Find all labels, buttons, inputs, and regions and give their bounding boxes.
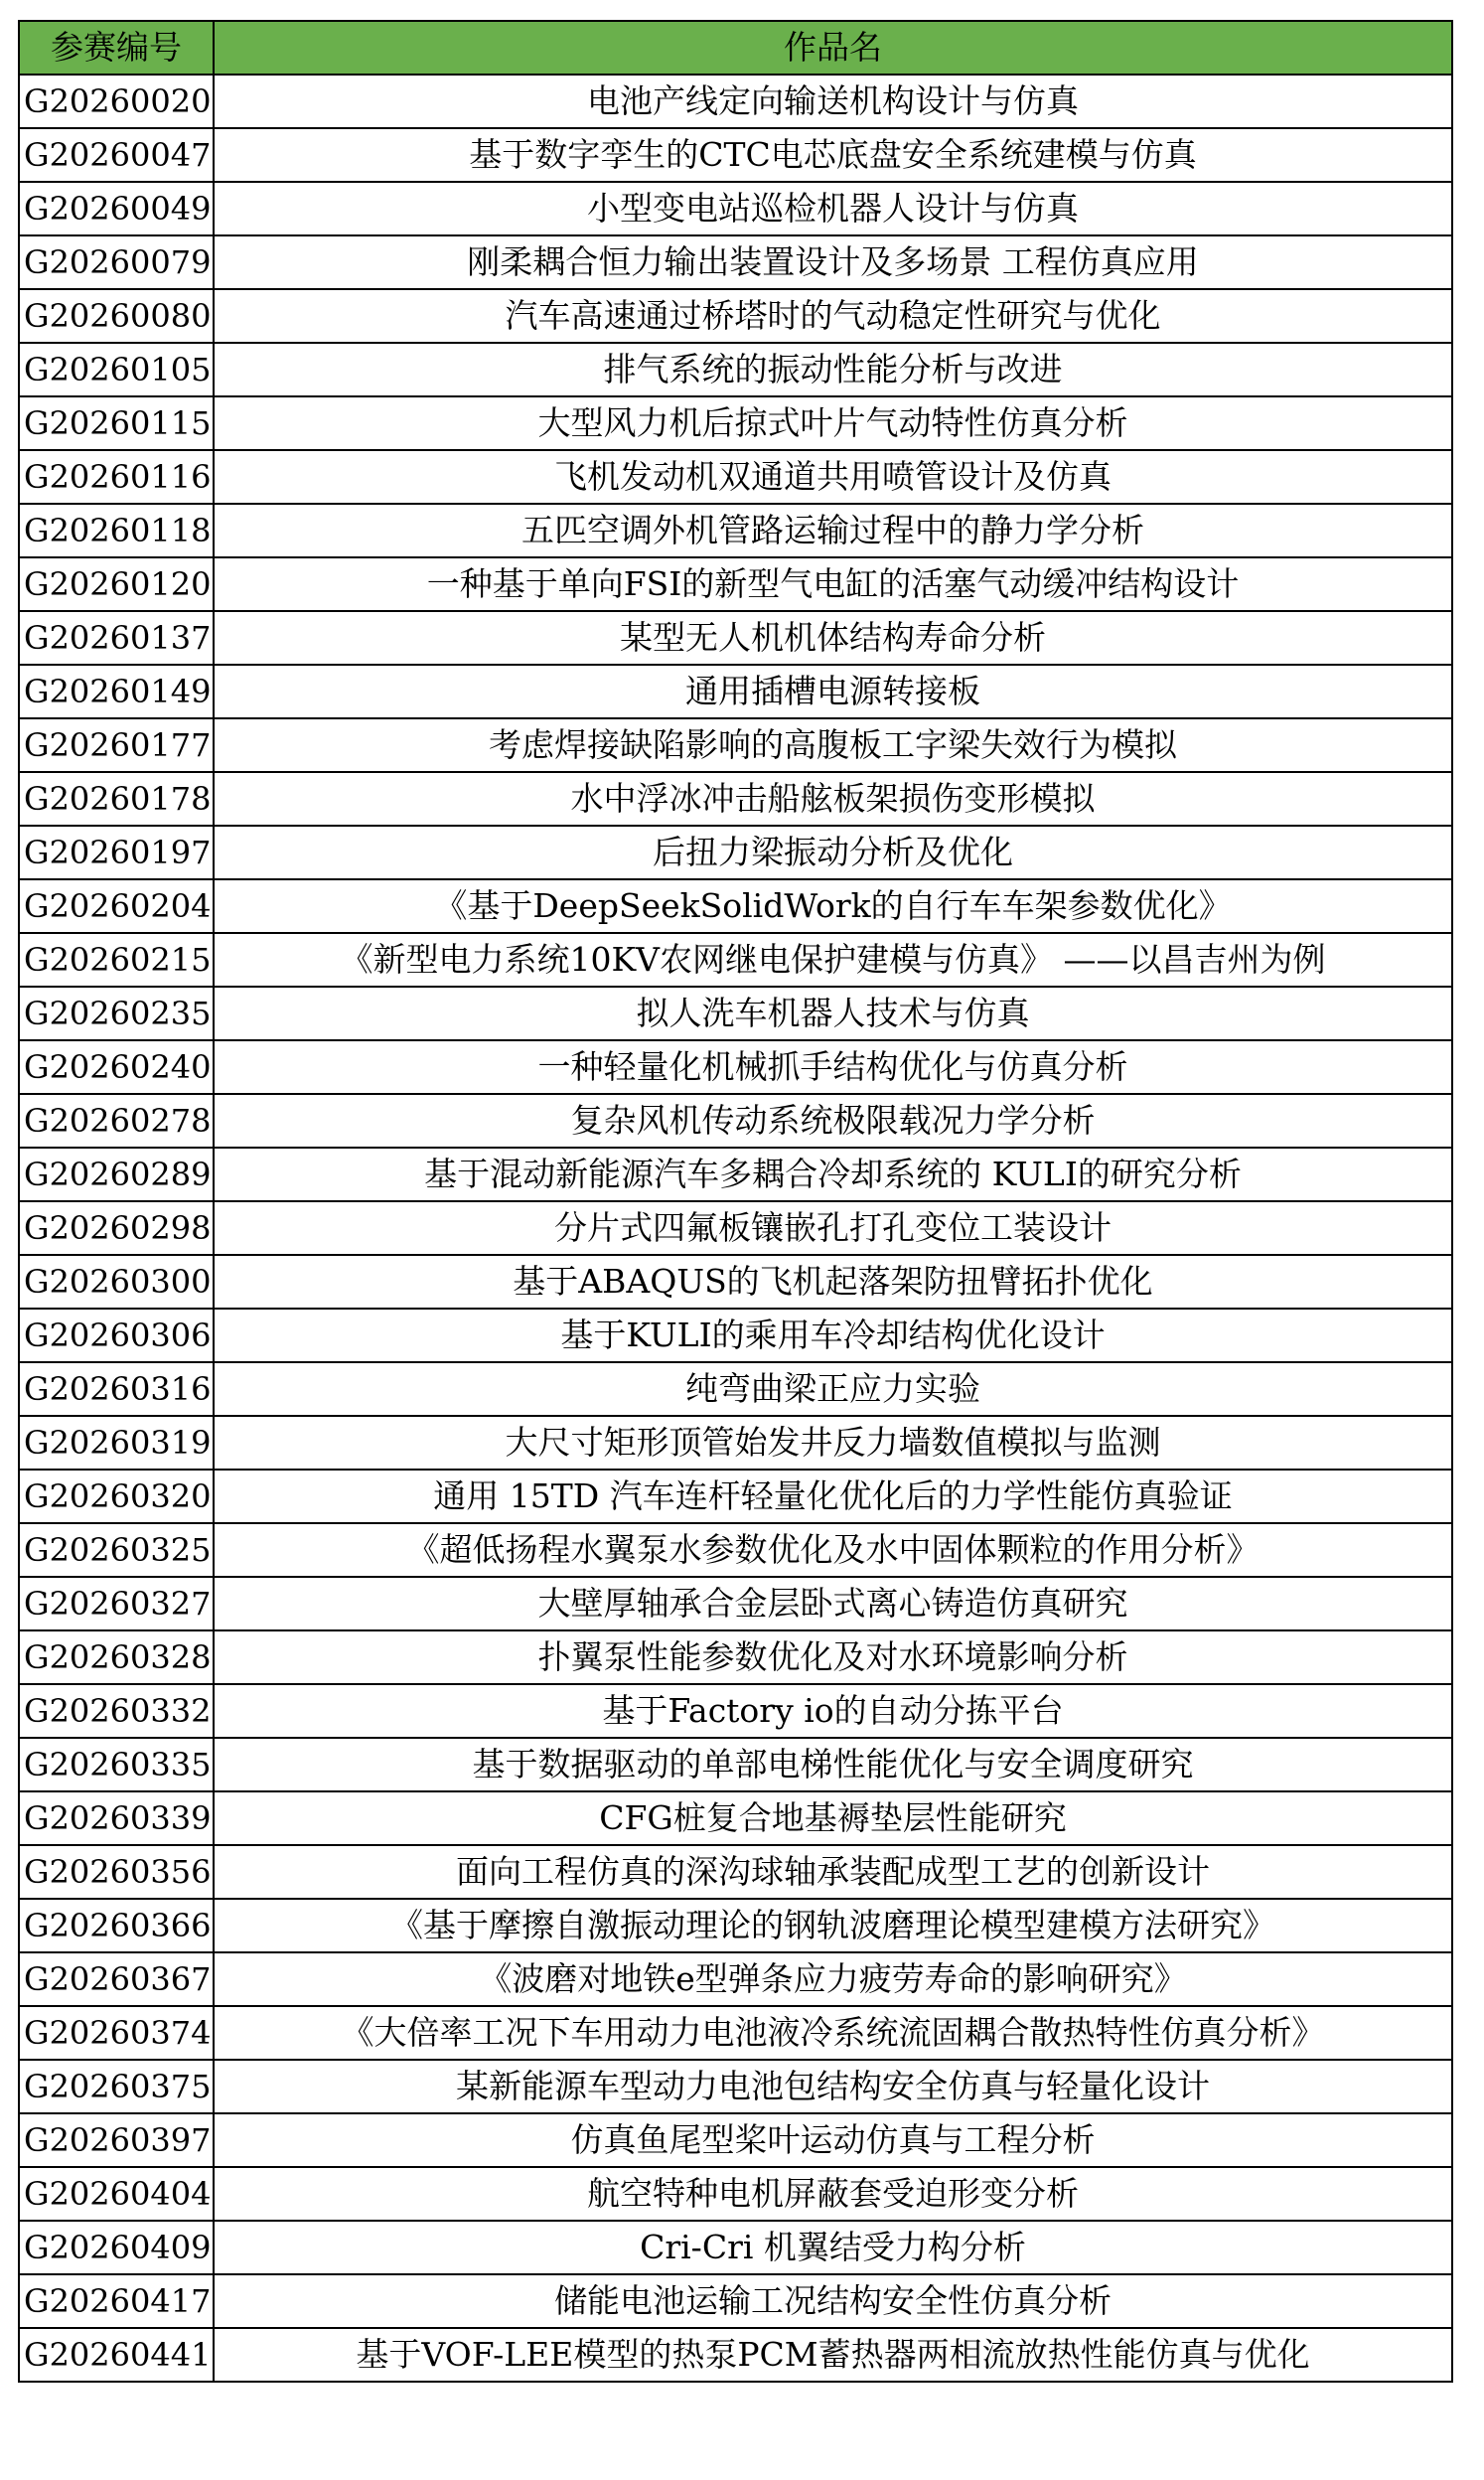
table-row [19,1738,1452,1791]
entry-id-cell: G20260116 [19,450,214,504]
table-row [19,2221,1452,2274]
entry-id-cell: G20260047 [19,128,214,182]
entry-id-cell: G20260177 [19,718,214,772]
table-row [19,1684,1452,1738]
table-row [19,1899,1452,1952]
entry-id-cell: G20260332 [19,1684,214,1738]
entry-id-cell: G20260375 [19,2060,214,2113]
entry-id-cell: G20260080 [19,289,214,343]
entry-id-cell: G20260404 [19,2167,214,2221]
entry-id-cell: G20260441 [19,2328,214,2382]
table-row [19,1845,1452,1899]
entry-id-cell: G20260137 [19,611,214,665]
entry-id-cell: G20260335 [19,1738,214,1791]
table-row [19,1148,1452,1201]
table-row [19,718,1452,772]
table-row [19,2006,1452,2060]
entry-name-cell: 通用插槽电源转接板 [214,665,1452,718]
entry-name-cell: 五匹空调外机管路运输过程中的静力学分析 [214,504,1452,557]
entry-id-cell: G20260325 [19,1523,214,1577]
entry-name-cell: 拟人洗车机器人技术与仿真 [214,987,1452,1040]
entry-name-cell: 《新型电力系统10KV农网继电保护建模与仿真》 ——以昌吉州为例 [214,933,1452,987]
entry-id-cell: G20260300 [19,1255,214,1309]
entry-id-cell: G20260316 [19,1362,214,1416]
entry-id-cell: G20260367 [19,1952,214,2006]
entry-id-cell: G20260149 [19,665,214,718]
entry-name-cell: 基于数字孪生的CTC电芯底盘安全系统建模与仿真 [214,128,1452,182]
entry-id-cell: G20260118 [19,504,214,557]
entry-id-cell: G20260409 [19,2221,214,2274]
entry-id-cell: G20260120 [19,557,214,611]
table-row [19,1094,1452,1148]
table-row [19,1362,1452,1416]
entry-name-cell: 排气系统的振动性能分析与改进 [214,343,1452,396]
entry-name-cell: 基于VOF-LEE模型的热泵PCM蓄热器两相流放热性能仿真与优化 [214,2328,1452,2382]
entry-id-cell: G20260079 [19,235,214,289]
table-row [19,2328,1452,2382]
entry-name-cell: 大尺寸矩形顶管始发井反力墙数值模拟与监测 [214,1416,1452,1470]
entry-name-cell: 仿真鱼尾型桨叶运动仿真与工程分析 [214,2113,1452,2167]
entry-id-cell: G20260215 [19,933,214,987]
table-row [19,128,1452,182]
table-row [19,1630,1452,1684]
entry-name-cell: 一种轻量化机械抓手结构优化与仿真分析 [214,1040,1452,1094]
entry-id-cell: G20260235 [19,987,214,1040]
table-row [19,879,1452,933]
entry-name-cell: 大壁厚轴承合金层卧式离心铸造仿真研究 [214,1577,1452,1630]
entry-name-cell: 电池产线定向输送机构设计与仿真 [214,75,1452,128]
entry-id-cell: G20260240 [19,1040,214,1094]
entry-name-cell: 基于Factory io的自动分拣平台 [214,1684,1452,1738]
entry-name-cell: 考虑焊接缺陷影响的高腹板工字梁失效行为模拟 [214,718,1452,772]
header-entry-name: 作品名 [214,21,1452,75]
table-row [19,2113,1452,2167]
table-row [19,826,1452,879]
entry-id-cell: G20260105 [19,343,214,396]
entries-table [18,20,1453,2383]
entry-name-cell: 纯弯曲梁正应力实验 [214,1362,1452,1416]
entry-name-cell: 扑翼泵性能参数优化及对水环境影响分析 [214,1630,1452,1684]
entry-id-cell: G20260417 [19,2274,214,2328]
table-row [19,2060,1452,2113]
table-row [19,2274,1452,2328]
entry-name-cell: 某型无人机机体结构寿命分析 [214,611,1452,665]
entry-name-cell: 《波磨对地铁e型弹条应力疲劳寿命的影响研究》 [214,1952,1452,2006]
entry-name-cell: 刚柔耦合恒力输出装置设计及多场景 工程仿真应用 [214,235,1452,289]
entry-name-cell: 《基于摩擦自激振动理论的钢轨波磨理论模型建模方法研究》 [214,1899,1452,1952]
table-row [19,987,1452,1040]
entry-name-cell: 基于数据驱动的单部电梯性能优化与安全调度研究 [214,1738,1452,1791]
entry-id-cell: G20260289 [19,1148,214,1201]
table-row [19,1040,1452,1094]
entry-id-cell: G20260320 [19,1470,214,1523]
entry-name-cell: 汽车高速通过桥塔时的气动稳定性研究与优化 [214,289,1452,343]
entry-id-cell: G20260327 [19,1577,214,1630]
table-row [19,772,1452,826]
entry-id-cell: G20260306 [19,1309,214,1362]
entry-name-cell: 复杂风机传动系统极限载况力学分析 [214,1094,1452,1148]
table-row [19,182,1452,235]
table-row [19,75,1452,128]
entry-name-cell: 储能电池运输工况结构安全性仿真分析 [214,2274,1452,2328]
entry-id-cell: G20260328 [19,1630,214,1684]
entry-id-cell: G20260278 [19,1094,214,1148]
table-row [19,1952,1452,2006]
entry-name-cell: 水中浮冰冲击船舷板架损伤变形模拟 [214,772,1452,826]
entry-name-cell: 大型风力机后掠式叶片气动特性仿真分析 [214,396,1452,450]
entry-name-cell: 《基于DeepSeekSolidWork的自行车车架参数优化》 [214,879,1452,933]
header-entry-id: 参赛编号 [19,21,214,75]
entry-id-cell: G20260374 [19,2006,214,2060]
table-row [19,1523,1452,1577]
entry-name-cell: 基于KULI的乘用车冷却结构优化设计 [214,1309,1452,1362]
entry-id-cell: G20260204 [19,879,214,933]
table-row [19,504,1452,557]
table-row [19,1255,1452,1309]
table-row [19,343,1452,396]
entry-id-cell: G20260115 [19,396,214,450]
entry-name-cell: 后扭力梁振动分析及优化 [214,826,1452,879]
table-row [19,1470,1452,1523]
entry-name-cell: Cri-Cri 机翼结受力构分析 [214,2221,1452,2274]
table-row [19,611,1452,665]
table-body [19,75,1452,2382]
table-row [19,933,1452,987]
table-row [19,1309,1452,1362]
table-row [19,2167,1452,2221]
entry-name-cell: 一种基于单向FSI的新型气电缸的活塞气动缓冲结构设计 [214,557,1452,611]
entry-id-cell: G20260356 [19,1845,214,1899]
entry-id-cell: G20260197 [19,826,214,879]
entry-name-cell: 面向工程仿真的深沟球轴承装配成型工艺的创新设计 [214,1845,1452,1899]
entry-name-cell: 分片式四氟板镶嵌孔打孔变位工装设计 [214,1201,1452,1255]
entry-id-cell: G20260397 [19,2113,214,2167]
entry-name-cell: 基于混动新能源汽车多耦合冷却系统的 KULI的研究分析 [214,1148,1452,1201]
entry-name-cell: 飞机发动机双通道共用喷管设计及仿真 [214,450,1452,504]
entry-name-cell: 某新能源车型动力电池包结构安全仿真与轻量化设计 [214,2060,1452,2113]
entry-name-cell: CFG桩复合地基褥垫层性能研究 [214,1791,1452,1845]
table-row [19,1577,1452,1630]
table-row [19,557,1452,611]
table-row [19,665,1452,718]
entry-id-cell: G20260366 [19,1899,214,1952]
table-row [19,1201,1452,1255]
entry-name-cell: 通用 15TD 汽车连杆轻量化优化后的力学性能仿真验证 [214,1470,1452,1523]
entry-id-cell: G20260049 [19,182,214,235]
entry-name-cell: 航空特种电机屏蔽套受迫形变分析 [214,2167,1452,2221]
table-row [19,450,1452,504]
table-row [19,1416,1452,1470]
entry-id-cell: G20260298 [19,1201,214,1255]
entry-id-cell: G20260319 [19,1416,214,1470]
header-row [19,21,1452,75]
entry-id-cell: G20260178 [19,772,214,826]
entry-name-cell: 《大倍率工况下车用动力电池液冷系统流固耦合散热特性仿真分析》 [214,2006,1452,2060]
entry-id-cell: G20260020 [19,75,214,128]
table-row [19,289,1452,343]
entry-id-cell: G20260339 [19,1791,214,1845]
table-row [19,235,1452,289]
entry-name-cell: 《超低扬程水翼泵水参数优化及水中固体颗粒的作用分析》 [214,1523,1452,1577]
entry-name-cell: 小型变电站巡检机器人设计与仿真 [214,182,1452,235]
table-row [19,1791,1452,1845]
entry-name-cell: 基于ABAQUS的飞机起落架防扭臂拓扑优化 [214,1255,1452,1309]
table-row [19,396,1452,450]
